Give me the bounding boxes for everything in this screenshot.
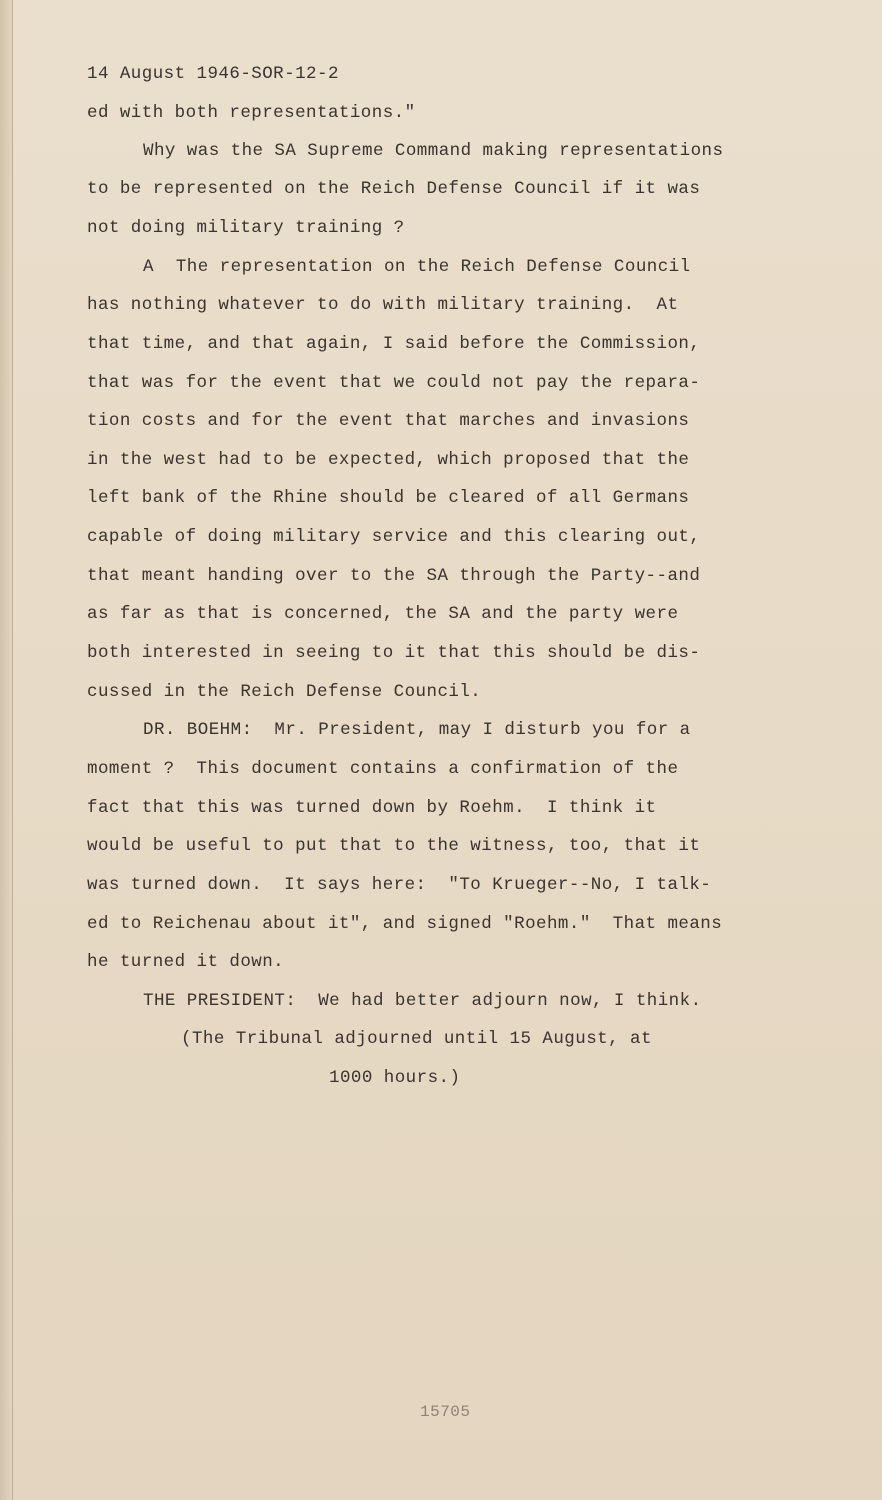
text-line: 1000 hours.): [329, 1068, 461, 1088]
text-line: he turned it down.: [87, 952, 285, 972]
document-header: 14 August 1946-SOR-12-2: [87, 64, 339, 84]
text-line: (The Tribunal adjourned until 15 August, at: [181, 1029, 652, 1049]
text-line: to be represented on the Reich Defense Council if it was: [87, 179, 701, 199]
text-line: left bank of the Rhine should be cleared of all Germans: [87, 488, 690, 508]
text-line: in the west had to be expected, which proposed that the: [87, 450, 690, 470]
text-line: cussed in the Reich Defense Council.: [87, 682, 482, 702]
text-line: not doing military training ?: [87, 218, 405, 238]
text-line: DR. BOEHM: Mr. President, may I disturb you for a: [143, 720, 691, 740]
text-line: that meant handing over to the SA through the Party--and: [87, 566, 701, 586]
text-line: that was for the event that we could not pay the repara-: [87, 373, 701, 393]
text-line: ed to Reichenau about it", and signed "Roehm." That means: [87, 914, 723, 934]
text-line: ed with both representations.": [87, 103, 416, 123]
text-line: fact that this was turned down by Roehm. I think it: [87, 798, 657, 818]
text-line: THE PRESIDENT: We had better adjourn now, I think.: [143, 991, 702, 1011]
text-line: has nothing whatever to do with military training. At: [87, 295, 679, 315]
page-binding-edge: [0, 0, 13, 1500]
text-line: capable of doing military service and this clearing out,: [87, 527, 701, 547]
text-line: was turned down. It says here: "To Krueger--No, I talk-: [87, 875, 712, 895]
page-number: 15705: [420, 1403, 471, 1421]
text-line: as far as that is concerned, the SA and the party were: [87, 604, 679, 624]
text-line: moment ? This document contains a confirmation of the: [87, 759, 679, 779]
text-line: would be useful to put that to the witness, too, that it: [87, 836, 701, 856]
text-line: both interested in seeing to it that this should be dis-: [87, 643, 701, 663]
text-line: A The representation on the Reich Defense Council: [143, 257, 691, 277]
text-line: tion costs and for the event that marches and invasions: [87, 411, 690, 431]
text-line: that time, and that again, I said before the Commission,: [87, 334, 701, 354]
text-line: Why was the SA Supreme Command making representations: [143, 141, 724, 161]
